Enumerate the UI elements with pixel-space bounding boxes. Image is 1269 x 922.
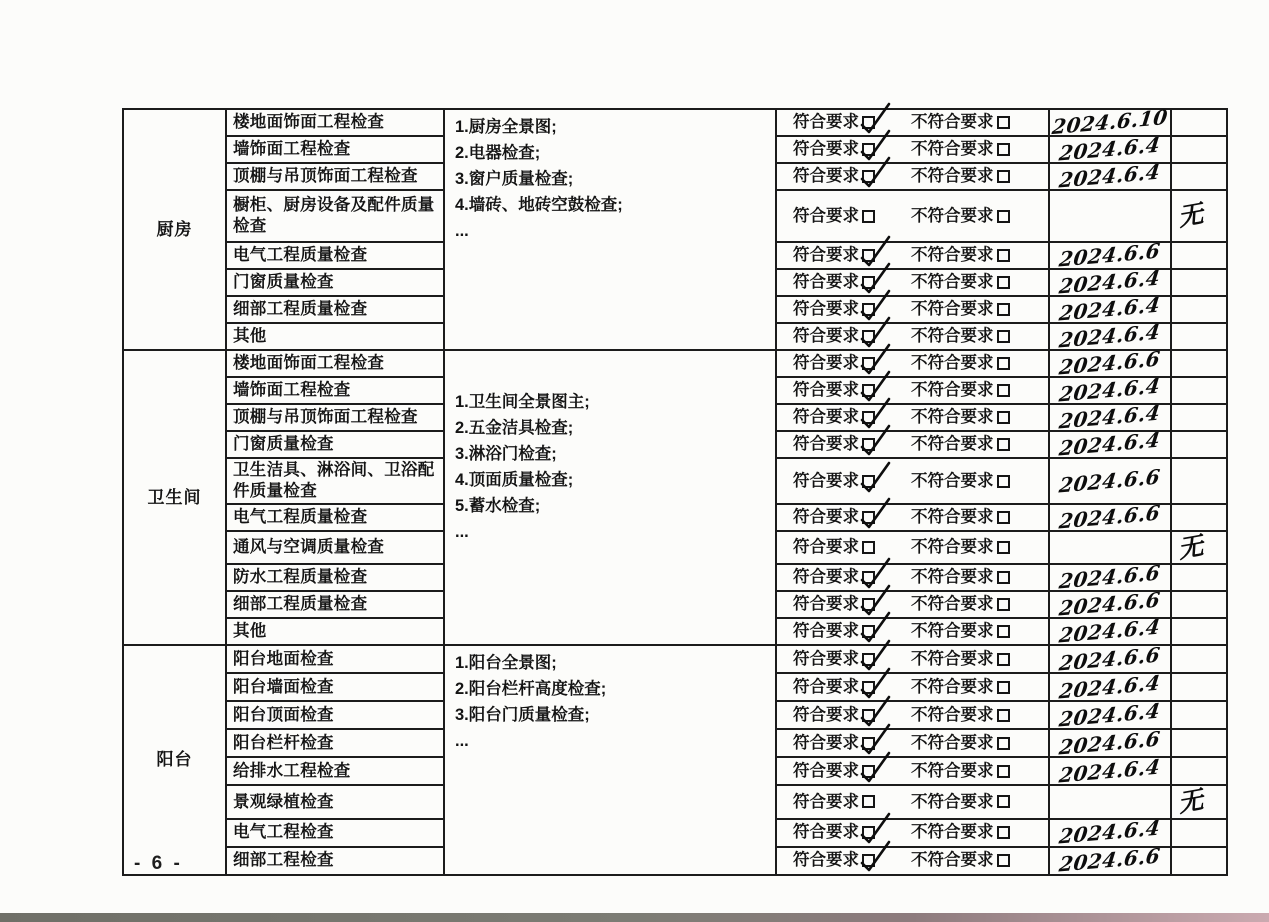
fail-checkbox [997, 303, 1010, 316]
pass-label: 符合要求 [793, 677, 859, 696]
fail-checkbox [997, 438, 1010, 451]
pass-label: 符合要求 [793, 568, 859, 587]
pass-checkbox [862, 625, 875, 638]
fail-checkbox [997, 795, 1010, 808]
check-cell [776, 269, 1049, 296]
fail-checkbox [997, 765, 1010, 778]
pass-checkbox [862, 210, 875, 223]
handwritten-date: 2024.6.4 [1057, 373, 1162, 407]
pass-label: 符合要求 [793, 327, 859, 346]
pass-checkbox [862, 826, 875, 839]
fail-label: 不符合要求 [911, 167, 994, 186]
handwritten-date: 2024.6.4 [1057, 670, 1162, 704]
inspection-item: 楼地面饰面工程检查 [226, 109, 444, 136]
fail-label: 不符合要求 [911, 622, 994, 641]
fail-checkbox [997, 653, 1010, 666]
date-cell [1049, 614, 1171, 648]
inspection-item: 电气工程质量检查 [226, 242, 444, 269]
description-line: 4.墙砖、地砖空鼓检查; [455, 196, 623, 214]
pass-checkbox [862, 571, 875, 584]
fail-checkbox [997, 384, 1010, 397]
handwritten-date: 2024.6.4 [1057, 132, 1162, 166]
handwritten-date: 2024.6.6 [1057, 463, 1162, 498]
pass-label: 符合要求 [793, 206, 859, 225]
checkmark-icon [858, 460, 892, 494]
date-cell [1049, 698, 1171, 732]
handwritten-date: 2024.6.6 [1057, 500, 1162, 534]
remark-cell [1171, 847, 1227, 875]
description-cell [444, 109, 776, 350]
date-cell [1049, 785, 1171, 818]
date-cell [1049, 132, 1171, 166]
pass-checkbox [862, 411, 875, 424]
fail-label: 不符合要求 [911, 761, 994, 780]
pass-checkbox [862, 653, 875, 666]
fail-checkbox [997, 411, 1010, 424]
pass-checkbox [862, 330, 875, 343]
fail-checkbox [997, 826, 1010, 839]
remark-cell [1171, 109, 1227, 136]
date-cell [1049, 319, 1171, 353]
remark-cell [1171, 729, 1227, 757]
page-number: - 6 - [134, 853, 183, 874]
pass-label: 符合要求 [793, 471, 859, 490]
description-line: 2.电器检查; [455, 144, 541, 162]
description-line: ... [455, 222, 469, 240]
remark-cell [1171, 785, 1227, 818]
fail-label: 不符合要求 [911, 206, 994, 225]
handwritten-date: 2024.6.6 [1057, 346, 1162, 380]
date-cell [1049, 500, 1171, 534]
remark-cell [1171, 190, 1227, 242]
fail-label: 不符合要求 [911, 595, 994, 614]
remark-cell [1171, 458, 1227, 504]
inspection-item: 门窗质量检查 [226, 431, 444, 458]
inspection-item: 门窗质量检查 [226, 269, 444, 296]
fail-label: 不符合要求 [911, 300, 994, 319]
pass-label: 符合要求 [793, 113, 859, 132]
pass-label: 符合要求 [793, 761, 859, 780]
date-cell [1049, 458, 1171, 504]
remark-cell [1171, 404, 1227, 431]
description-line: 2.阳台栏杆高度检查; [455, 680, 607, 699]
remark-cell [1171, 673, 1227, 701]
pass-checkbox [862, 598, 875, 611]
fail-checkbox [997, 737, 1010, 750]
handwritten-date: 2024.6.4 [1057, 614, 1162, 648]
fail-checkbox [997, 571, 1010, 584]
fail-label: 不符合要求 [911, 113, 994, 132]
handwritten-remark: 无 [1175, 199, 1206, 233]
fail-label: 不符合要求 [911, 677, 994, 696]
remark-cell [1171, 269, 1227, 296]
fail-label: 不符合要求 [911, 327, 994, 346]
pass-checkbox [862, 303, 875, 316]
check-cell [776, 431, 1049, 458]
handwritten-date: 2024.6.6 [1057, 238, 1162, 272]
pass-checkbox [862, 116, 875, 129]
pass-label: 符合要求 [793, 300, 859, 319]
pass-checkbox [862, 438, 875, 451]
pass-checkbox [862, 276, 875, 289]
inspection-item: 景观绿植检查 [226, 785, 444, 818]
fail-label: 不符合要求 [911, 246, 994, 265]
fail-label: 不符合要求 [911, 568, 994, 587]
inspection-item: 防水工程质量检查 [226, 564, 444, 591]
fail-checkbox [997, 511, 1010, 524]
pass-checkbox [862, 384, 875, 397]
fail-label: 不符合要求 [911, 823, 994, 842]
check-cell [776, 350, 1049, 377]
handwritten-date: 2024.6.4 [1057, 319, 1162, 353]
fail-checkbox [997, 249, 1010, 262]
description-line: 3.淋浴门检查; [455, 445, 557, 463]
handwritten-date: 2024.6.4 [1057, 427, 1162, 461]
check-cell [776, 190, 1049, 242]
remark-cell [1171, 377, 1227, 404]
inspection-item: 其他 [226, 618, 444, 645]
date-cell [1049, 531, 1171, 564]
check-cell [776, 847, 1049, 875]
check-cell [776, 136, 1049, 163]
inspection-item: 卫生洁具、淋浴间、卫浴配件质量检查 [226, 458, 444, 504]
pass-label: 符合要求 [793, 823, 859, 842]
fail-checkbox [997, 357, 1010, 370]
pass-checkbox [862, 737, 875, 750]
remark-cell [1171, 819, 1227, 847]
handwritten-date: 2024.6.10 [1050, 104, 1170, 140]
fail-label: 不符合要求 [911, 792, 994, 811]
remark-cell [1171, 591, 1227, 618]
remark-cell [1171, 350, 1227, 377]
fail-label: 不符合要求 [911, 649, 994, 668]
handwritten-date: 2024.6.4 [1057, 400, 1162, 434]
pass-checkbox [862, 511, 875, 524]
checkmark-icon [858, 101, 892, 135]
fail-label: 不符合要求 [911, 273, 994, 292]
pass-label: 符合要求 [793, 354, 859, 373]
inspection-item: 阳台墙面检查 [226, 673, 444, 701]
pass-checkbox [862, 541, 875, 554]
inspection-item: 细部工程质量检查 [226, 296, 444, 323]
handwritten-date: 2024.6.6 [1057, 642, 1162, 676]
handwritten-date: 2024.6.4 [1057, 292, 1162, 326]
inspection-item: 墙饰面工程检查 [226, 377, 444, 404]
fail-checkbox [997, 116, 1010, 129]
description-line: 1.卫生间全景图主; [455, 393, 590, 411]
check-cell [776, 785, 1049, 818]
pass-checkbox [862, 170, 875, 183]
handwritten-date: 2024.6.4 [1057, 159, 1162, 193]
date-cell [1049, 159, 1171, 193]
handwritten-remark: 无 [1175, 531, 1206, 564]
check-cell [776, 673, 1049, 701]
check-cell [776, 564, 1049, 591]
check-cell [776, 109, 1049, 136]
handwritten-date: 2024.6.4 [1057, 754, 1162, 788]
description-line: 3.窗户质量检查; [455, 170, 574, 188]
fail-checkbox [997, 210, 1010, 223]
fail-label: 不符合要求 [911, 381, 994, 400]
date-cell [1049, 190, 1171, 242]
handwritten-date: 2024.6.4 [1057, 265, 1162, 299]
pass-label: 符合要求 [793, 408, 859, 427]
fail-label: 不符合要求 [911, 140, 994, 159]
description-line: 2.五金洁具检查; [455, 419, 574, 437]
inspection-item: 阳台栏杆检查 [226, 729, 444, 757]
handwritten-date: 2024.6.6 [1057, 726, 1162, 760]
pass-label: 符合要求 [793, 851, 859, 870]
check-cell [776, 645, 1049, 673]
pass-label: 符合要求 [793, 140, 859, 159]
date-cell [1049, 427, 1171, 461]
description-line: 4.顶面质量检查; [455, 471, 574, 489]
date-cell [1049, 104, 1171, 140]
pass-label: 符合要求 [793, 508, 859, 527]
date-cell [1049, 642, 1171, 676]
pass-label: 符合要求 [793, 273, 859, 292]
remark-cell [1171, 431, 1227, 458]
pass-label: 符合要求 [793, 649, 859, 668]
pass-label: 符合要求 [793, 792, 859, 811]
description-cell [444, 350, 776, 645]
date-cell [1049, 726, 1171, 760]
room-name: 卫生间 [123, 350, 226, 645]
inspection-item: 电气工程检查 [226, 819, 444, 847]
pass-checkbox [862, 681, 875, 694]
date-cell [1049, 292, 1171, 326]
fail-checkbox [997, 709, 1010, 722]
inspection-item: 顶棚与吊顶饰面工程检查 [226, 404, 444, 431]
check-cell [776, 729, 1049, 757]
pass-checkbox [862, 854, 875, 867]
pass-checkbox [862, 765, 875, 778]
date-cell [1049, 373, 1171, 407]
check-cell [776, 458, 1049, 504]
pass-checkbox [862, 475, 875, 488]
remark-cell [1171, 242, 1227, 269]
fail-label: 不符合要求 [911, 408, 994, 427]
remark-cell [1171, 323, 1227, 350]
handwritten-date: 2024.6.4 [1057, 815, 1162, 849]
check-cell [776, 163, 1049, 190]
description-cell [444, 645, 776, 874]
date-cell [1049, 754, 1171, 788]
pass-label: 符合要求 [793, 705, 859, 724]
handwritten-date: 2024.6.6 [1057, 587, 1162, 621]
remark-cell [1171, 136, 1227, 163]
date-cell [1049, 815, 1171, 849]
fail-label: 不符合要求 [911, 851, 994, 870]
remark-cell [1171, 531, 1227, 564]
description-line: 1.厨房全景图; [455, 118, 557, 136]
fail-label: 不符合要求 [911, 508, 994, 527]
fail-label: 不符合要求 [911, 538, 994, 557]
date-cell [1049, 238, 1171, 272]
inspection-item: 橱柜、厨房设备及配件质量检查 [226, 190, 444, 242]
check-cell [776, 404, 1049, 431]
inspection-item: 阳台地面检查 [226, 645, 444, 673]
pass-label: 符合要求 [793, 167, 859, 186]
fail-label: 不符合要求 [911, 354, 994, 373]
date-cell [1049, 346, 1171, 380]
fail-checkbox [997, 541, 1010, 554]
pass-checkbox [862, 143, 875, 156]
fail-checkbox [997, 475, 1010, 488]
room-name: 厨房 [123, 109, 226, 350]
description-line: 3.阳台门质量检查; [455, 706, 590, 725]
fail-checkbox [997, 625, 1010, 638]
fail-checkbox [997, 170, 1010, 183]
inspection-item: 其他 [226, 323, 444, 350]
handwritten-date: 2024.6.4 [1057, 698, 1162, 732]
pass-label: 符合要求 [793, 381, 859, 400]
remark-cell [1171, 504, 1227, 531]
pass-checkbox [862, 357, 875, 370]
description-line: 1.阳台全景图; [455, 654, 557, 673]
inspection-item: 细部工程检查 [226, 847, 444, 875]
inspection-item: 电气工程质量检查 [226, 504, 444, 531]
remark-cell [1171, 564, 1227, 591]
pass-checkbox [862, 249, 875, 262]
fail-label: 不符合要求 [911, 471, 994, 490]
inspection-item: 细部工程质量检查 [226, 591, 444, 618]
remark-cell [1171, 618, 1227, 645]
check-cell [776, 618, 1049, 645]
description-line: 5.蓄水检查; [455, 497, 541, 515]
pass-label: 符合要求 [793, 733, 859, 752]
fail-label: 不符合要求 [911, 705, 994, 724]
remark-cell [1171, 701, 1227, 729]
pass-label: 符合要求 [793, 435, 859, 454]
check-cell [776, 757, 1049, 785]
fail-checkbox [997, 330, 1010, 343]
inspection-item: 楼地面饰面工程检查 [226, 350, 444, 377]
date-cell [1049, 400, 1171, 434]
pass-checkbox [862, 709, 875, 722]
fail-checkbox [997, 276, 1010, 289]
fail-checkbox [997, 143, 1010, 156]
remark-cell [1171, 296, 1227, 323]
handwritten-date: 2024.6.6 [1057, 843, 1162, 877]
pass-label: 符合要求 [793, 246, 859, 265]
handwritten-remark: 无 [1175, 785, 1206, 819]
check-cell [776, 531, 1049, 564]
check-cell [776, 591, 1049, 618]
check-cell [776, 377, 1049, 404]
remark-cell [1171, 645, 1227, 673]
description-line: ... [455, 732, 469, 751]
date-cell [1049, 670, 1171, 704]
scan-edge-strip [0, 913, 1269, 922]
remark-cell [1171, 757, 1227, 785]
pass-label: 符合要求 [793, 622, 859, 641]
room-name: 阳台 [123, 645, 226, 874]
pass-checkbox [862, 795, 875, 808]
date-cell [1049, 265, 1171, 299]
inspection-item: 墙饰面工程检查 [226, 136, 444, 163]
fail-checkbox [997, 598, 1010, 611]
description-line: ... [455, 523, 469, 541]
remark-cell [1171, 163, 1227, 190]
check-cell [776, 296, 1049, 323]
pass-label: 符合要求 [793, 595, 859, 614]
check-cell [776, 242, 1049, 269]
check-cell [776, 504, 1049, 531]
check-cell [776, 323, 1049, 350]
fail-label: 不符合要求 [911, 733, 994, 752]
inspection-table [122, 104, 1228, 877]
fail-label: 不符合要求 [911, 435, 994, 454]
pass-label: 符合要求 [793, 538, 859, 557]
check-cell [776, 819, 1049, 847]
inspection-item: 顶棚与吊顶饰面工程检查 [226, 163, 444, 190]
handwritten-date: 2024.6.6 [1057, 560, 1162, 594]
fail-checkbox [997, 854, 1010, 867]
check-cell [776, 701, 1049, 729]
fail-checkbox [997, 681, 1010, 694]
date-cell [1049, 843, 1171, 877]
inspection-item: 阳台顶面检查 [226, 701, 444, 729]
inspection-item: 通风与空调质量检查 [226, 531, 444, 564]
inspection-item: 给排水工程检查 [226, 757, 444, 785]
